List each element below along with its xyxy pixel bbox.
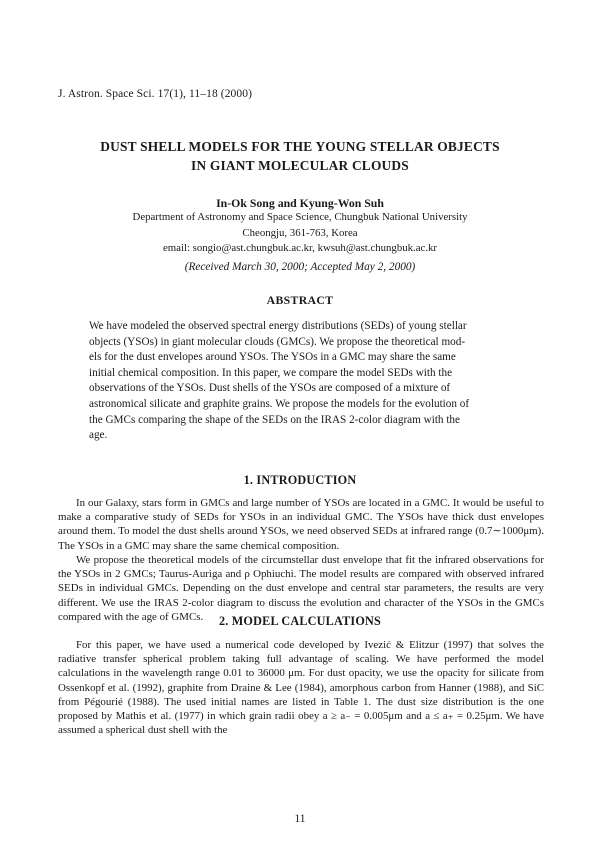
abstract-body <box>89 319 513 444</box>
journal-reference: J. Astron. Space Sci. 17(1), 11–18 (2000) <box>58 88 253 100</box>
model-calculations-heading: 2. MODEL CALCULATIONS <box>218 614 382 628</box>
email: email: songio@ast.chungbuk.ac.kr, kwsuh@ast.chungbuk.ac.kr <box>162 242 438 254</box>
authors: In-Ok Song and Kyung-Won Suh <box>216 196 384 210</box>
abstract-line: the GMCs comparing the shape of the SEDs on the IRAS 2-color diagram with the <box>89 413 460 426</box>
abstract-line: astronomical silicate and graphite grains. We propose the models for the evolution of <box>89 397 470 410</box>
title-line-2: IN GIANT MOLECULAR CLOUDS <box>191 158 409 173</box>
abstract-line: We have modeled the observed spectral energy distributions (SEDs) of young stellar <box>89 320 467 332</box>
abstract-line: els for the dust envelopes around YSOs. The YSOs in a GMC may share the same <box>89 351 456 364</box>
paper-title <box>50 137 550 175</box>
abstract-line: objects (YSOs) in giant molecular clouds (GMCs). We propose the theoretical mod- <box>89 335 466 348</box>
received-dates: (Received March 30, 2000; Accepted May 2, 2000) <box>184 261 416 273</box>
introduction-paragraph-2: We propose the theoretical models of the circumstellar dust envelope that fit the infrared observations for the YSOs in 2 GMCs; Taurus-Auriga and ρ Ophiuchi. The model results are compared with observed infrared SEDs in individual GMCs. Depending on the dust envelope and central star parameters, the results are very different. We use the IRAS 2-color diagram to discuss the evolution and character of the YSOs in the GMCs compared with the age of GMCs. <box>58 554 544 623</box>
abstract-line: initial chemical composition. In this paper, we compare the model SEDs with the <box>89 366 453 379</box>
introduction-paragraph-1: In our Galaxy, stars form in GMCs and large number of YSOs are located in a GMC. It would be useful to make a comparative study of SEDs for YSOs in an individual GMC. The YSOs have thick dust envelopes around them. To model the dust shells around YSOs, we need observed SEDs at infrared range (0.7∼1000μm). The YSOs in a GMC may share the same chemical composition. <box>58 497 544 552</box>
model-calculations-paragraph-1: For this paper, we have used a numerical code developed by Ivezić & Elitzur (1997) that solves the radiative transfer spherical problem taking full advantage of scaling. We have performed the model calculations in the wavelength range 0.01 to 36000 μm. For dust opacity, we use the opacity for silicate from Ossenkopf et al. (1992), graphite from Draine & Lee (1984), amorphous carbon from Hanner (1988), and SiC from Pégourié (1988). The used initial names are listed in Table 1. The dust size distribution is the one proposed by Mathis et al. (1977) in which grain radii obey a ≥ a₋ = 0.005μm and a ≤ a₊ = 0.25μm. We have assumed a spherical dust shell with the <box>58 639 544 737</box>
page-number: 11 <box>294 813 306 825</box>
title-line-1: DUST SHELL MODELS FOR THE YOUNG STELLAR OBJECTS <box>100 139 500 154</box>
affiliation <box>50 210 550 257</box>
abstract-line: age. <box>89 429 108 442</box>
introduction-heading: 1. INTRODUCTION <box>243 473 357 487</box>
abstract-line: observations of the YSOs. Dust shells of the YSOs are composed of a mixture of <box>89 382 451 395</box>
department: Department of Astronomy and Space Science, Chungbuk National University <box>132 211 468 223</box>
address: Cheongju, 361-763, Korea <box>242 226 358 239</box>
abstract-heading: ABSTRACT <box>266 293 334 307</box>
